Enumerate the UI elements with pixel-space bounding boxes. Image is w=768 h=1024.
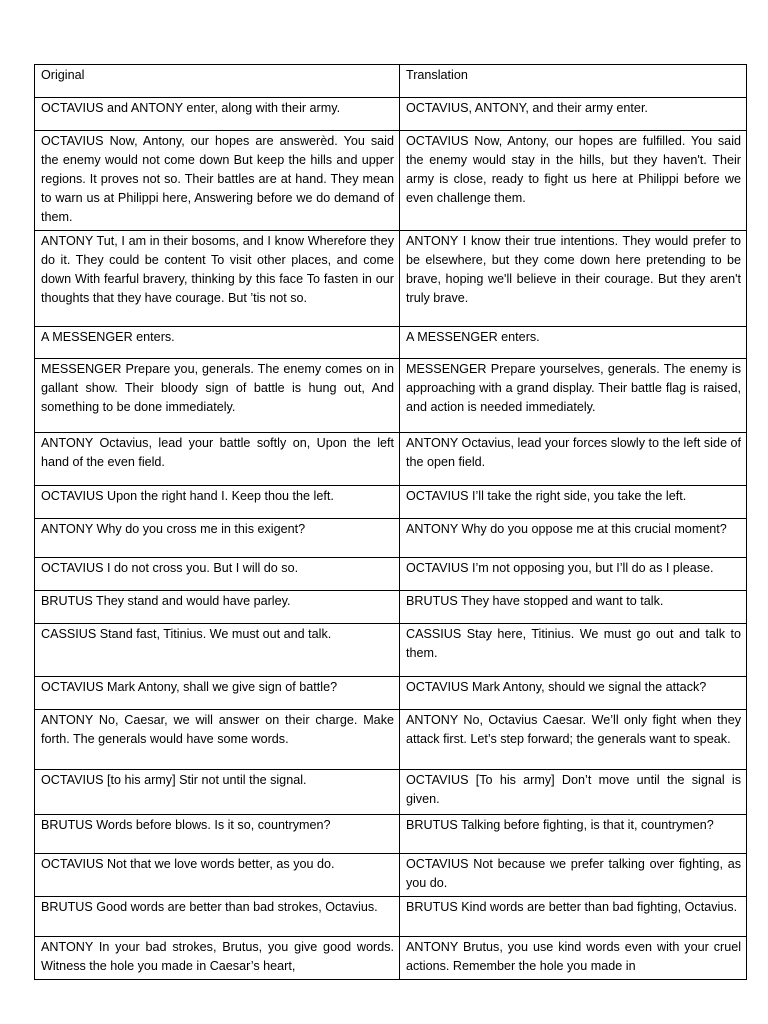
original-cell: ANTONY Tut, I am in their bosoms, and I know Wherefore they do it. They could be content To visit other places, and come down With fearful bravery, thinking by this face To fasten in our thoughts that they have courage. But ’tis not so. [35, 231, 400, 327]
table-row [35, 815, 747, 854]
translation-cell: OCTAVIUS [To his army] Don’t move until the signal is given. [400, 770, 747, 815]
table-row [35, 624, 747, 677]
table-row [35, 897, 747, 937]
translation-cell: OCTAVIUS I’m not opposing you, but I’ll do as I please. [400, 558, 747, 591]
original-cell: A MESSENGER enters. [35, 327, 400, 359]
original-cell: ANTONY Why do you cross me in this exigent? [35, 519, 400, 558]
original-cell: BRUTUS Good words are better than bad strokes, Octavius. [35, 897, 400, 937]
original-cell: OCTAVIUS and ANTONY enter, along with their army. [35, 98, 400, 131]
translation-cell: ANTONY Brutus, you use kind words even with your cruel actions. Remember the hole you made in [400, 937, 747, 980]
original-cell: OCTAVIUS [to his army] Stir not until the signal. [35, 770, 400, 815]
table-row [35, 231, 747, 327]
translation-cell: BRUTUS Kind words are better than bad fighting, Octavius. [400, 897, 747, 937]
original-cell: CASSIUS Stand fast, Titinius. We must out and talk. [35, 624, 400, 677]
original-cell: OCTAVIUS Upon the right hand I. Keep thou the left. [35, 486, 400, 519]
header-original: Original [35, 65, 400, 98]
table-row [35, 359, 747, 433]
original-cell: ANTONY In your bad strokes, Brutus, you give good words. Witness the hole you made in Caesar’s heart, [35, 937, 400, 980]
translation-cell: OCTAVIUS, ANTONY, and their army enter. [400, 98, 747, 131]
translation-cell: OCTAVIUS Now, Antony, our hopes are fulfilled. You said the enemy would stay in the hills, but they haven't. Their army is close, ready to fight us here at Philippi before we even challenge them. [400, 131, 747, 231]
table-row [35, 519, 747, 558]
table-row [35, 710, 747, 770]
translation-cell: CASSIUS Stay here, Titinius. We must go out and talk to them. [400, 624, 747, 677]
table-header-row [35, 65, 747, 98]
table-row [35, 937, 747, 980]
table-row [35, 433, 747, 486]
original-cell: OCTAVIUS Now, Antony, our hopes are answerèd. You said the enemy would not come down But keep the hills and upper regions. It proves not so. Their battles are at hand. They mean to warn us at Philippi here, Answering before we do demand of them. [35, 131, 400, 231]
original-cell: BRUTUS Words before blows. Is it so, countrymen? [35, 815, 400, 854]
original-cell: BRUTUS They stand and would have parley. [35, 591, 400, 624]
translation-cell: OCTAVIUS Not because we prefer talking over fighting, as you do. [400, 854, 747, 897]
translation-cell: ANTONY Octavius, lead your forces slowly to the left side of the open field. [400, 433, 747, 486]
original-cell: OCTAVIUS Mark Antony, shall we give sign of battle? [35, 677, 400, 710]
table-row [35, 486, 747, 519]
original-cell: OCTAVIUS I do not cross you. But I will do so. [35, 558, 400, 591]
translation-cell: A MESSENGER enters. [400, 327, 747, 359]
translation-table [34, 64, 747, 980]
original-cell: OCTAVIUS Not that we love words better, as you do. [35, 854, 400, 897]
table-row [35, 558, 747, 591]
translation-cell: BRUTUS Talking before fighting, is that it, countrymen? [400, 815, 747, 854]
translation-cell: OCTAVIUS I’ll take the right side, you take the left. [400, 486, 747, 519]
translation-cell: MESSENGER Prepare yourselves, generals. The enemy is approaching with a grand display. Their battle flag is raised, and action is needed immediately. [400, 359, 747, 433]
table-row [35, 591, 747, 624]
header-translation: Translation [400, 65, 747, 98]
table-row [35, 770, 747, 815]
original-cell: MESSENGER Prepare you, generals. The enemy comes on in gallant show. Their bloody sign of battle is hung out, And something to be done immediately. [35, 359, 400, 433]
translation-cell: BRUTUS They have stopped and want to talk. [400, 591, 747, 624]
translation-cell: OCTAVIUS Mark Antony, should we signal the attack? [400, 677, 747, 710]
translation-cell: ANTONY No, Octavius Caesar. We’ll only fight when they attack first. Let’s step forward; the generals want to speak. [400, 710, 747, 770]
table-row [35, 854, 747, 897]
table-row [35, 327, 747, 359]
translation-cell: ANTONY I know their true intentions. They would prefer to be elsewhere, but they come down here pretending to be brave, hoping we'll believe in their courage. But they aren't truly brave. [400, 231, 747, 327]
original-cell: ANTONY Octavius, lead your battle softly on, Upon the left hand of the even field. [35, 433, 400, 486]
translation-cell: ANTONY Why do you oppose me at this crucial moment? [400, 519, 747, 558]
table-row [35, 98, 747, 131]
table-row [35, 131, 747, 231]
original-cell: ANTONY No, Caesar, we will answer on their charge. Make forth. The generals would have some words. [35, 710, 400, 770]
table-row [35, 677, 747, 710]
